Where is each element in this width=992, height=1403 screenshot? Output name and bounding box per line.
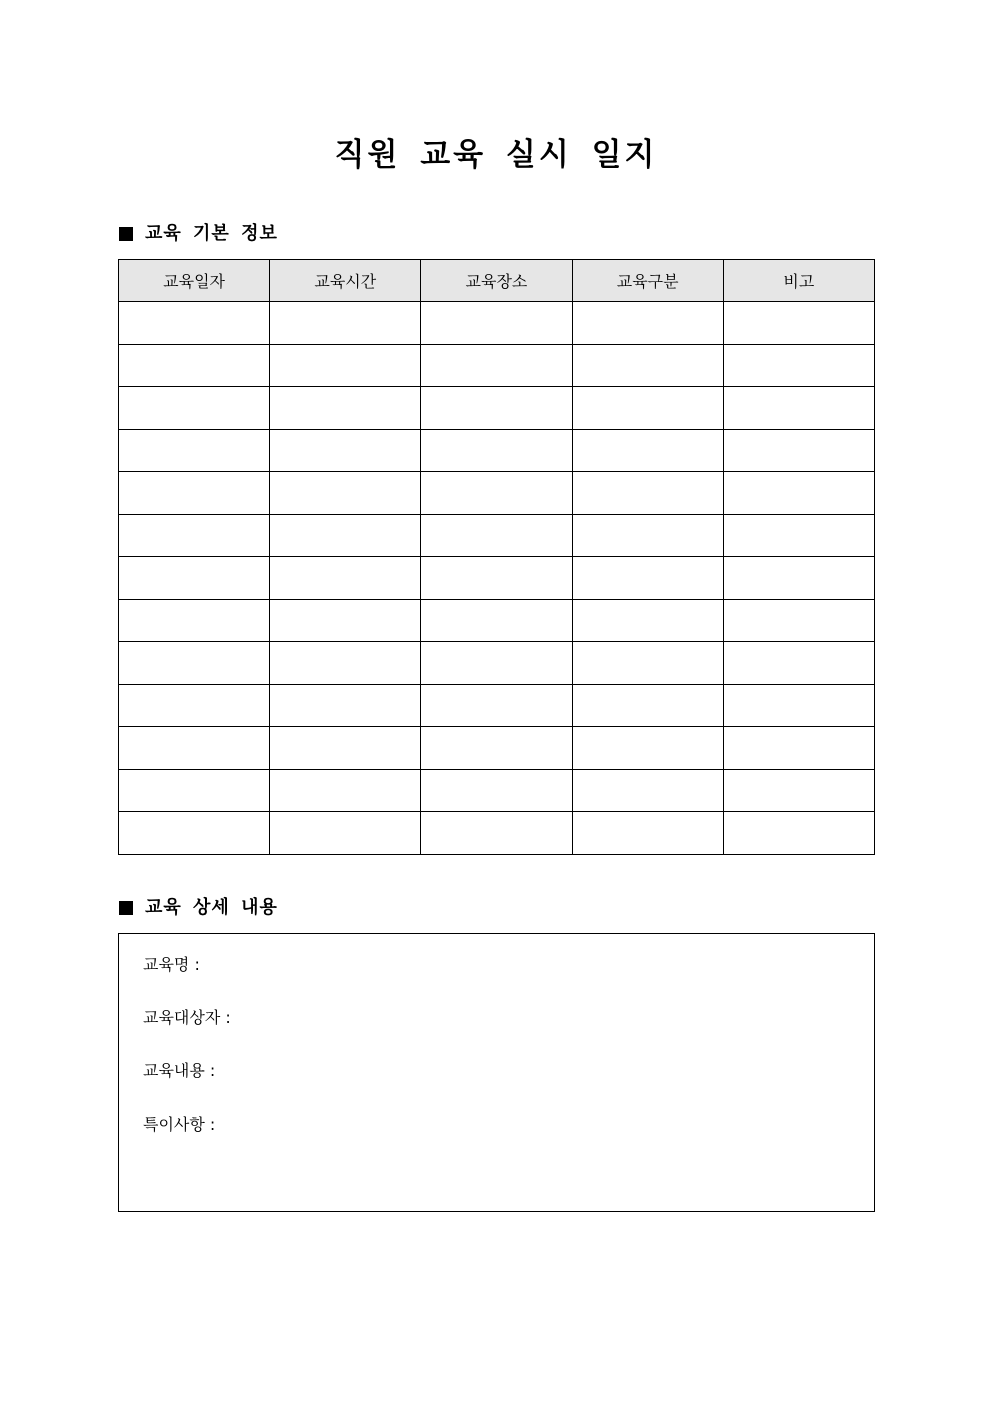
table-cell[interactable]	[723, 514, 874, 557]
table-cell[interactable]	[421, 344, 572, 387]
table-cell[interactable]	[572, 387, 723, 430]
square-bullet-icon	[119, 227, 133, 241]
detail-box	[118, 933, 875, 1212]
square-bullet-icon	[119, 901, 133, 915]
table-row	[119, 344, 875, 387]
column-header-type: 교육구분	[572, 260, 723, 302]
table-cell[interactable]	[723, 557, 874, 600]
table-cell[interactable]	[421, 514, 572, 557]
table-row	[119, 387, 875, 430]
table-cell[interactable]	[421, 472, 572, 515]
table-cell[interactable]	[572, 514, 723, 557]
field-label-course-name: 교육명 :	[143, 955, 200, 974]
table-cell[interactable]	[421, 727, 572, 770]
table-cell[interactable]	[421, 302, 572, 345]
table-cell[interactable]	[572, 642, 723, 685]
table-cell[interactable]	[270, 514, 421, 557]
table-cell[interactable]	[572, 684, 723, 727]
table-cell[interactable]	[270, 557, 421, 600]
table-row	[119, 472, 875, 515]
table-cell[interactable]	[723, 727, 874, 770]
table-cell[interactable]	[119, 727, 270, 770]
table-cell[interactable]	[119, 557, 270, 600]
column-header-date: 교육일자	[119, 260, 270, 302]
table-cell[interactable]	[270, 344, 421, 387]
table-cell[interactable]	[572, 812, 723, 855]
table-cell[interactable]	[572, 429, 723, 472]
table-cell[interactable]	[572, 769, 723, 812]
table-row	[119, 684, 875, 727]
table-cell[interactable]	[119, 387, 270, 430]
table-cell[interactable]	[723, 642, 874, 685]
table-cell[interactable]	[270, 812, 421, 855]
column-header-remarks: 비고	[723, 260, 874, 302]
table-cell[interactable]	[723, 344, 874, 387]
table-row	[119, 429, 875, 472]
table-row	[119, 557, 875, 600]
table-cell[interactable]	[270, 387, 421, 430]
table-cell[interactable]	[723, 684, 874, 727]
table-cell[interactable]	[270, 727, 421, 770]
table-cell[interactable]	[270, 642, 421, 685]
table-row	[119, 302, 875, 345]
section-heading-basic-info	[119, 222, 278, 246]
table-row	[119, 599, 875, 642]
table-cell[interactable]	[119, 812, 270, 855]
section-heading-label: 교육 기본 정보	[145, 223, 278, 244]
table-cell[interactable]	[119, 514, 270, 557]
column-header-place: 교육장소	[421, 260, 572, 302]
field-label-special-notes: 특이사항 :	[143, 1115, 216, 1134]
table-cell[interactable]	[723, 472, 874, 515]
table-row	[119, 642, 875, 685]
table-cell[interactable]	[119, 599, 270, 642]
table-cell[interactable]	[421, 429, 572, 472]
table-cell[interactable]	[421, 599, 572, 642]
column-header-time: 교육시간	[270, 260, 421, 302]
section-heading-label: 교육 상세 내용	[145, 897, 278, 918]
field-label-target-audience: 교육대상자 :	[143, 1008, 231, 1027]
table-body	[119, 302, 875, 855]
table-row	[119, 812, 875, 855]
table-cell[interactable]	[119, 472, 270, 515]
table-cell[interactable]	[270, 429, 421, 472]
table-cell[interactable]	[421, 387, 572, 430]
table-cell[interactable]	[572, 727, 723, 770]
table-cell[interactable]	[723, 429, 874, 472]
table-cell[interactable]	[723, 599, 874, 642]
table-cell[interactable]	[119, 769, 270, 812]
table-cell[interactable]	[270, 302, 421, 345]
table-cell[interactable]	[119, 302, 270, 345]
field-label-course-content: 교육내용 :	[143, 1061, 216, 1080]
table-cell[interactable]	[119, 684, 270, 727]
page-title: 직원 교육 실시 일지	[334, 137, 658, 173]
table-row	[119, 514, 875, 557]
basic-info-table	[118, 259, 875, 855]
table-cell[interactable]	[119, 344, 270, 387]
table-cell[interactable]	[270, 472, 421, 515]
table-cell[interactable]	[421, 684, 572, 727]
table-cell[interactable]	[723, 302, 874, 345]
table-cell[interactable]	[270, 599, 421, 642]
table-cell[interactable]	[119, 429, 270, 472]
table-cell[interactable]	[421, 812, 572, 855]
table-cell[interactable]	[270, 684, 421, 727]
table-cell[interactable]	[723, 387, 874, 430]
table-row	[119, 769, 875, 812]
table-cell[interactable]	[270, 769, 421, 812]
table-cell[interactable]	[421, 769, 572, 812]
section-heading-detail	[119, 896, 278, 920]
table-cell[interactable]	[572, 557, 723, 600]
table-cell[interactable]	[572, 599, 723, 642]
table-cell[interactable]	[119, 642, 270, 685]
table-cell[interactable]	[723, 769, 874, 812]
table-cell[interactable]	[421, 642, 572, 685]
table-cell[interactable]	[421, 557, 572, 600]
table-header-row	[119, 260, 875, 302]
table-cell[interactable]	[723, 812, 874, 855]
table-cell[interactable]	[572, 344, 723, 387]
table-row	[119, 727, 875, 770]
table-cell[interactable]	[572, 472, 723, 515]
table-cell[interactable]	[572, 302, 723, 345]
